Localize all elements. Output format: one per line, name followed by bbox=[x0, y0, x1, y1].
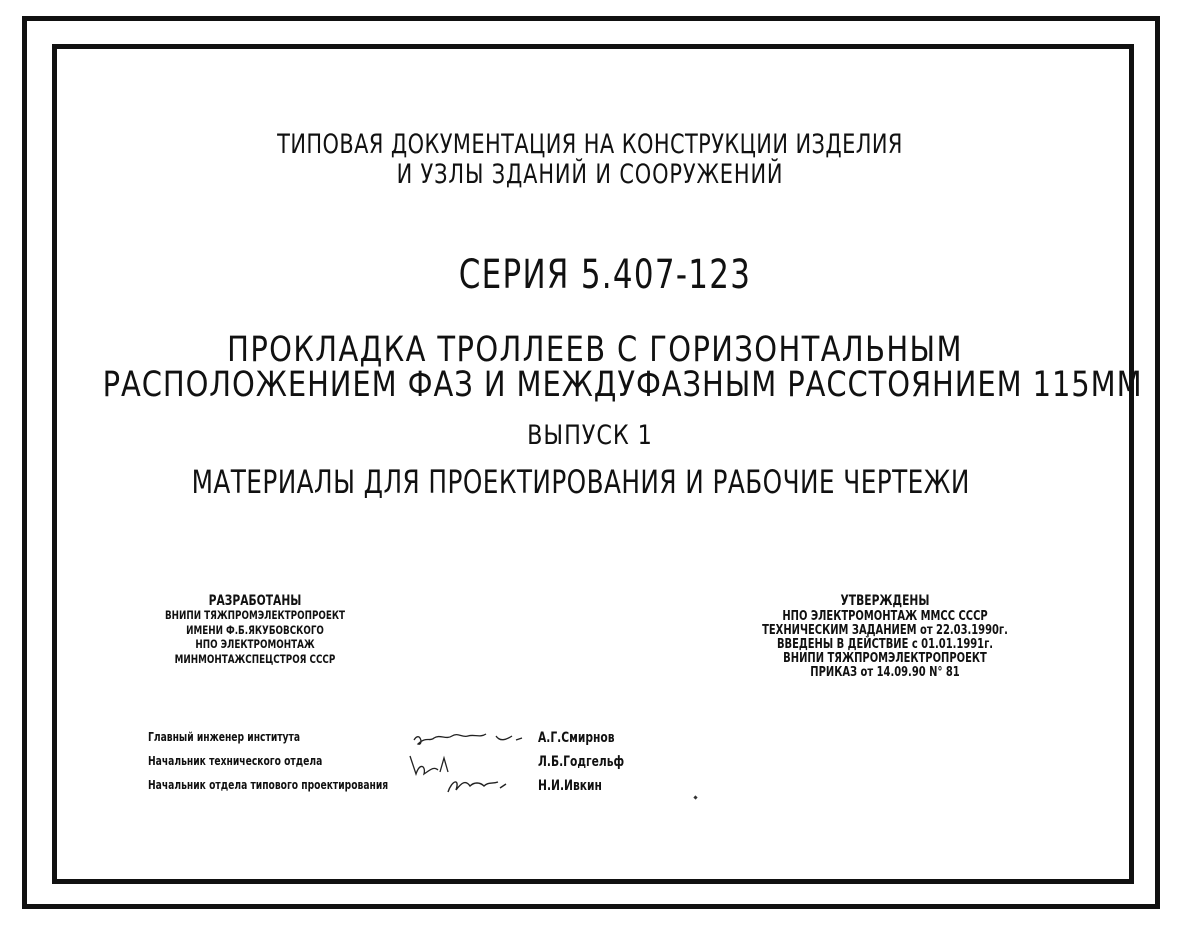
series-number: СЕРИЯ 5.407-123 bbox=[458, 252, 752, 298]
document-subtitle: МАТЕРИАЛЫ ДЛЯ ПРОЕКТИРОВАНИЯ И РАБОЧИЕ ЧЕРТЕЖИ bbox=[191, 463, 970, 501]
title-line-1: ПРОКЛАДКА ТРОЛЛЕЕВ С ГОРИЗОНТАЛЬНЫМ bbox=[227, 330, 963, 370]
approved-line: НПО ЭЛЕКТРОМОНТАЖ ММСС СССР bbox=[782, 609, 988, 624]
approved-line: ВНИПИ ТЯЖПРОМЭЛЕКТРОПРОЕКТ bbox=[783, 651, 987, 666]
developed-by-block bbox=[130, 594, 380, 668]
approved-line: ПРИКАЗ от 14.09.90 N° 81 bbox=[810, 665, 960, 680]
approved-heading: УТВЕРЖДЕНЫ bbox=[840, 593, 930, 609]
title-line-2: РАСПОЛОЖЕНИЕМ ФАЗ И МЕЖДУФАЗНЫМ РАССТОЯНИЕМ 115ММ bbox=[102, 365, 1143, 405]
header-line-1: ТИПОВАЯ ДОКУМЕНТАЦИЯ НА КОНСТРУКЦИИ ИЗДЕЛИЯ bbox=[277, 129, 903, 160]
signature-1 bbox=[414, 734, 522, 744]
signature-position: Главный инженер института bbox=[148, 730, 301, 744]
handwritten-signatures bbox=[400, 722, 540, 800]
signature-3 bbox=[448, 782, 506, 792]
approved-line: ТЕХНИЧЕСКИМ ЗАДАНИЕМ от 22.03.1990г. bbox=[762, 623, 1008, 638]
developed-line: ИМЕНИ Ф.Б.ЯКУБОВСКОГО bbox=[186, 622, 324, 637]
signature-name: А.Г.Смирнов bbox=[538, 730, 615, 746]
signature-position: Начальник технического отдела bbox=[148, 754, 323, 768]
signature-name: Л.Б.Годгельф bbox=[538, 754, 625, 770]
issue-number: ВЫПУСК 1 bbox=[527, 420, 653, 451]
developed-line: ВНИПИ ТЯЖПРОМЭЛЕКТРОПРОЕКТ bbox=[164, 608, 346, 622]
header-line-2: И УЗЛЫ ЗДАНИЙ И СООРУЖЕНИЙ bbox=[396, 159, 784, 190]
approved-by-block bbox=[680, 594, 1090, 680]
approved-line: ВВЕДЕНЫ В ДЕЙСТВИЕ с 01.01.1991г. bbox=[776, 637, 994, 652]
developed-heading: РАЗРАБОТАНЫ bbox=[208, 593, 302, 609]
signature-2 bbox=[410, 756, 448, 774]
developed-line: НПО ЭЛЕКТРОМОНТАЖ bbox=[195, 637, 315, 651]
developed-line: МИНМОНТАЖСПЕЦСТРОЯ СССР bbox=[174, 651, 336, 666]
signature-position: Начальник отдела типового проектирования bbox=[148, 778, 389, 792]
signature-name: Н.И.Ивкин bbox=[538, 778, 602, 794]
